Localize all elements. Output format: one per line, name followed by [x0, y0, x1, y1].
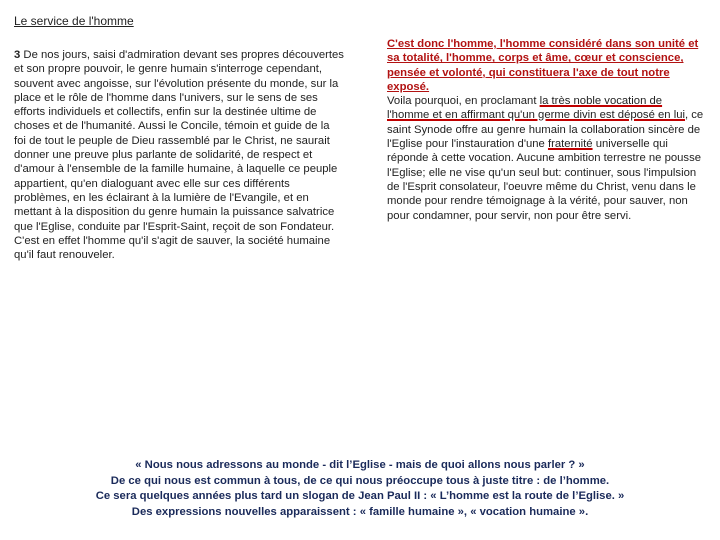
- footer-line-4: Des expressions nouvelles apparaissent : « famille humaine », « vocation humaine ».: [131, 505, 589, 518]
- right-paragraph-part-1: Voila pourquoi, en proclamant: [387, 95, 540, 108]
- footer-line-3: Ce sera quelques années plus tard un slogan de Jean Paul II : « L’homme est la route de l’Eglise. »: [95, 490, 625, 502]
- right-paragraph-part-3: universelle qui réponde à cette vocation. Aucune ambition terrestre ne pousse l'Eglise; elle ne vise qu'un seul but: continuer, sous l'impulsion de l'Esprit consolateur, l'oeuvre même du Christ, venu dans le monde pour rendre témoignage à la vérité, pour sauver, non pour condamner, pour servir, non pour être servi.: [387, 138, 702, 222]
- underlined-vocation: la très noble vocation de l'homme et en affirmant qu'un germe divin est déposé en lui: [387, 95, 685, 122]
- left-paragraph-text: De nos jours, saisi d'admiration devant ses propres découvertes et son propre pouvoir, le genre humain s'interroge cependant, souvent avec angoisse, sur l'évolution présente du monde, sur la place et le rôle de l'homme dans l'univers, sur le sens de ses efforts individuels et collectifs, enfin sur la destinée ultime de choses et de l'humanité. Aussi le Concile, témoin et guide de la foi de tout le peuple de Dieu rassemblé par le Christ, ne saurait donner une preuve plus parlante de solidarité, de respect et d'amour à l'ensemble de la famille humaine, à laquelle ce peuple appartient, qu'en dialoguant avec elle sur ces différents problèmes, en les éclairant à la lumière de l'Evangile, et en mettant à la disposition du genre humain la puissance salvatrice que l'Eglise, conduite par l'Esprit-Saint, reçoit de son Fondateur. C'est en effet l'homme qu'il s'agit de sauver, la société humaine qu'il faut renouveler.: [14, 49, 344, 262]
- right-column: [387, 37, 707, 223]
- left-paragraph: [14, 48, 344, 262]
- paragraph-number: 3: [14, 49, 21, 61]
- underlined-fraternite: fraternité: [547, 138, 593, 151]
- footer-line-2: De ce qui nous est commun à tous, de ce qui nous préoccupe tous à juste titre : de l’homme.: [110, 474, 610, 487]
- right-paragraph: [387, 94, 707, 223]
- footer-quote: [40, 458, 680, 520]
- footer-line-1: « Nous nous adressons au monde - dit l’Eglise - mais de quoi allons nous parler ? »: [135, 459, 585, 471]
- emphasis-statement: C'est donc l'homme, l'homme considéré dans son unité et sa totalité, l'homme, corps et âme, cœur et conscience, pensée et volonté, qui constituera l'axe de tout notre exposé.: [387, 38, 699, 93]
- right-paragraph-part-2: , ce saint Synode offre au genre humain la collaboration sincère de l'Eglise pour l'instauration d'une: [387, 109, 704, 151]
- page-title: Le service de l'homme: [14, 14, 134, 28]
